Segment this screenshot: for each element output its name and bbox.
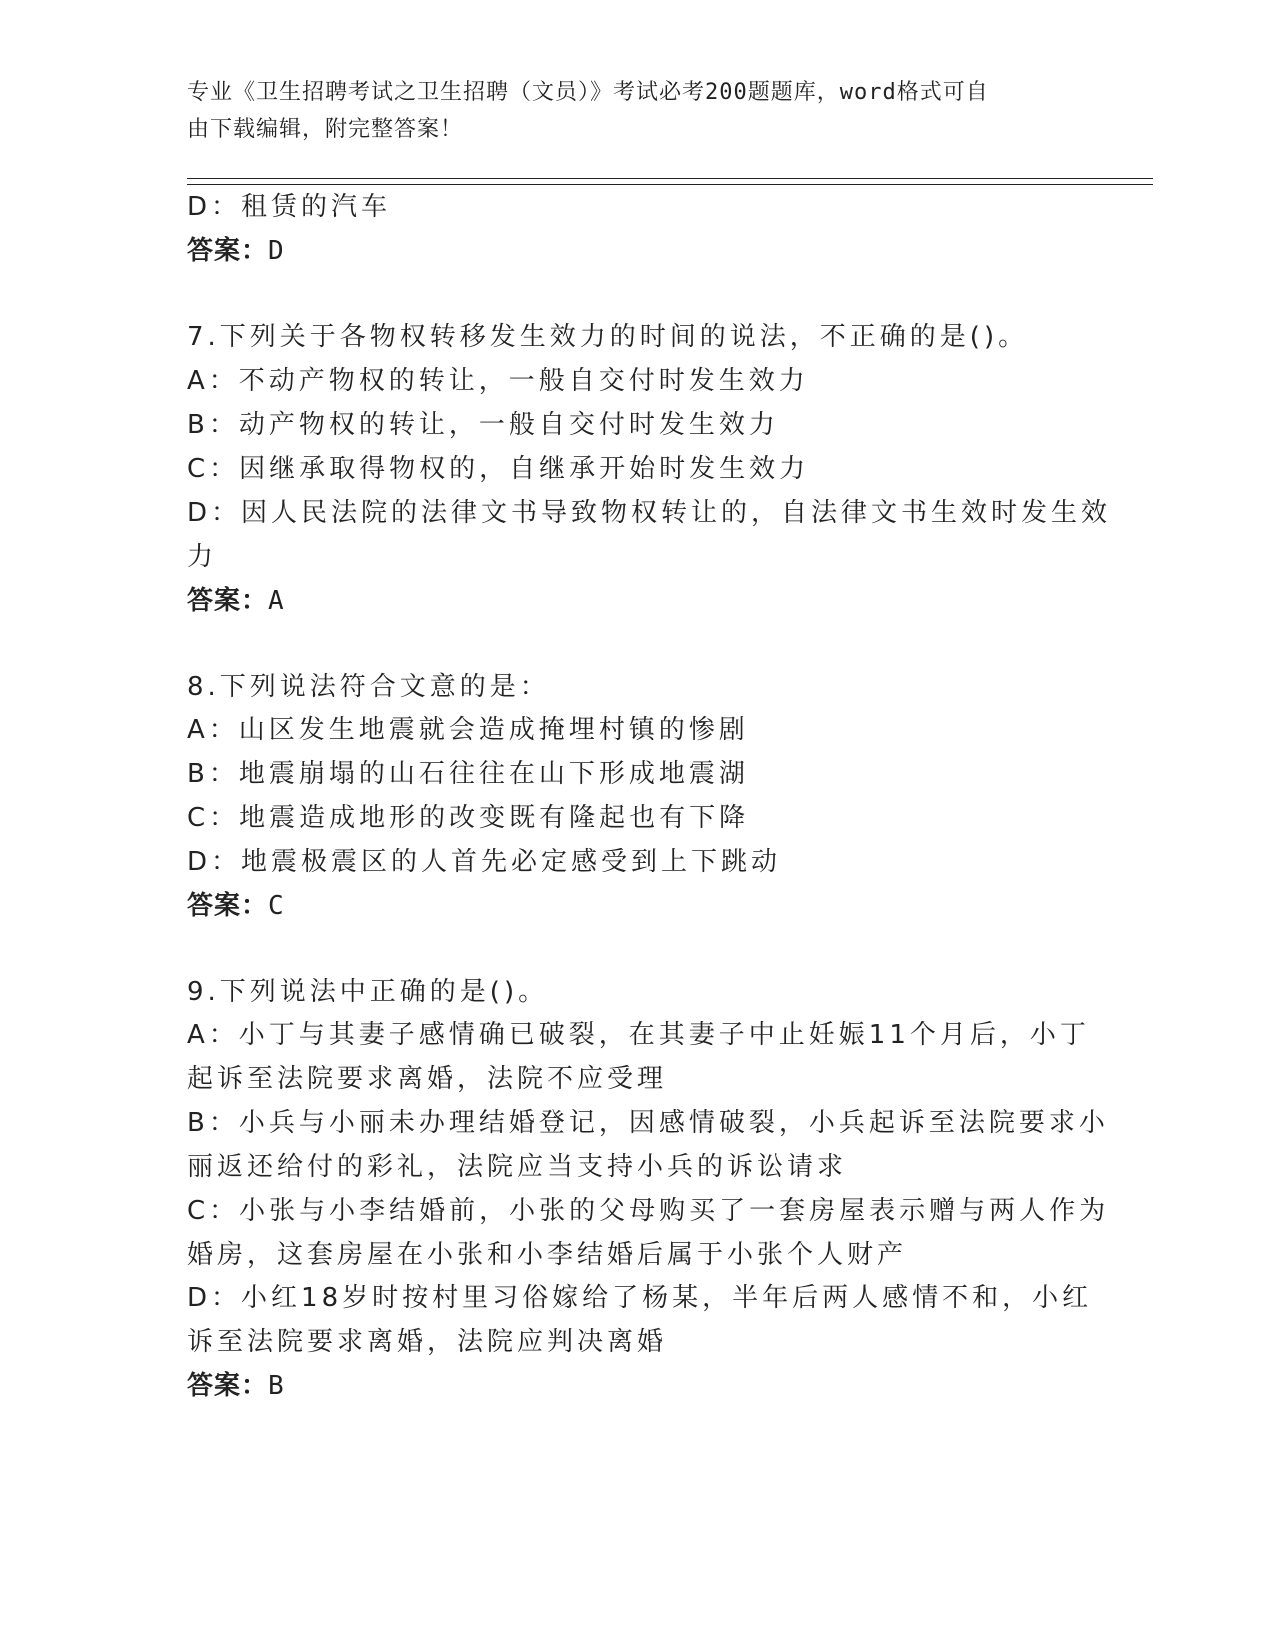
q7-option-c: C：因继承取得物权的，自继承开始时发生效力 [187,454,810,484]
q7-option-a: A：不动产物权的转让，一般自交付时发生效力 [187,366,809,396]
q8-option-a: A：山区发生地震就会造成掩埋村镇的惨剧 [187,715,749,745]
q8-option-b: B：地震崩塌的山石往往在山下形成地震湖 [187,759,749,789]
q9-option-b-line-2: 丽返还给付的彩礼，法院应当支持小兵的诉讼请求 [187,1152,848,1182]
q9-option-b-line-1: B：小兵与小丽未办理结婚登记，因感情破裂，小兵起诉至法院要求小 [187,1108,1109,1138]
header-title-line-2: 由下载编辑，附完整答案！ [187,117,464,142]
answer-label: 答案： [187,236,269,266]
prev-question-option-d: D：租赁的汽车 [187,192,392,222]
header-divider-top [187,178,1153,179]
document-header [187,74,1067,148]
answer-label: 答案： [187,586,269,616]
q9-option-a-line-1: A：小丁与其妻子感情确已破裂，在其妻子中止妊娠11个月后，小丁 [187,1020,1090,1050]
q8-option-c: C：地震造成地形的改变既有隆起也有下降 [187,803,750,833]
q8-option-d: D：地震极震区的人首先必定感受到上下跳动 [187,847,782,877]
q9-option-c-line-1: C：小张与小李结婚前，小张的父母购买了一套房屋表示赠与两人作为 [187,1196,1110,1226]
q7-option-b: B：动产物权的转让，一般自交付时发生效力 [187,410,779,440]
q7-option-d-line-2: 力 [187,542,218,572]
header-title-line-1: 专业《卫生招聘考试之卫生招聘（文员）》考试必考200题题库，word格式可自 [187,80,989,105]
q9-option-d-line-2: 诉至法院要求离婚，法院应判决离婚 [187,1327,668,1357]
prev-question-answer [187,234,286,268]
q7-answer [187,584,286,618]
q8-answer [187,889,286,923]
q8-stem: 8.下列说法符合文意的是： [187,672,550,702]
q7-option-d-line-1: D：因人民法院的法律文书导致物权转让的，自法律文书生效时发生效 [187,498,1112,528]
q9-option-c-line-2: 婚房，这套房屋在小张和小李结婚后属于小张个人财产 [187,1240,908,1270]
answer-value: D [268,236,286,266]
q7-stem: 7.下列关于各物权转移发生效力的时间的说法，不正确的是()。 [187,322,1029,352]
answer-value: A [268,586,286,616]
q9-answer [187,1369,286,1403]
q9-option-d-line-1: D：小红18岁时按村里习俗嫁给了杨某，半年后两人感情不和，小红 [187,1283,1093,1313]
answer-value: B [268,1371,286,1401]
answer-label: 答案： [187,1371,269,1401]
answer-value: C [268,891,286,921]
q9-option-a-line-2: 起诉至法院要求离婚，法院不应受理 [187,1064,668,1094]
q9-stem: 9.下列说法中正确的是()。 [187,977,549,1007]
answer-label: 答案： [187,891,269,921]
header-divider-bottom [187,184,1153,185]
